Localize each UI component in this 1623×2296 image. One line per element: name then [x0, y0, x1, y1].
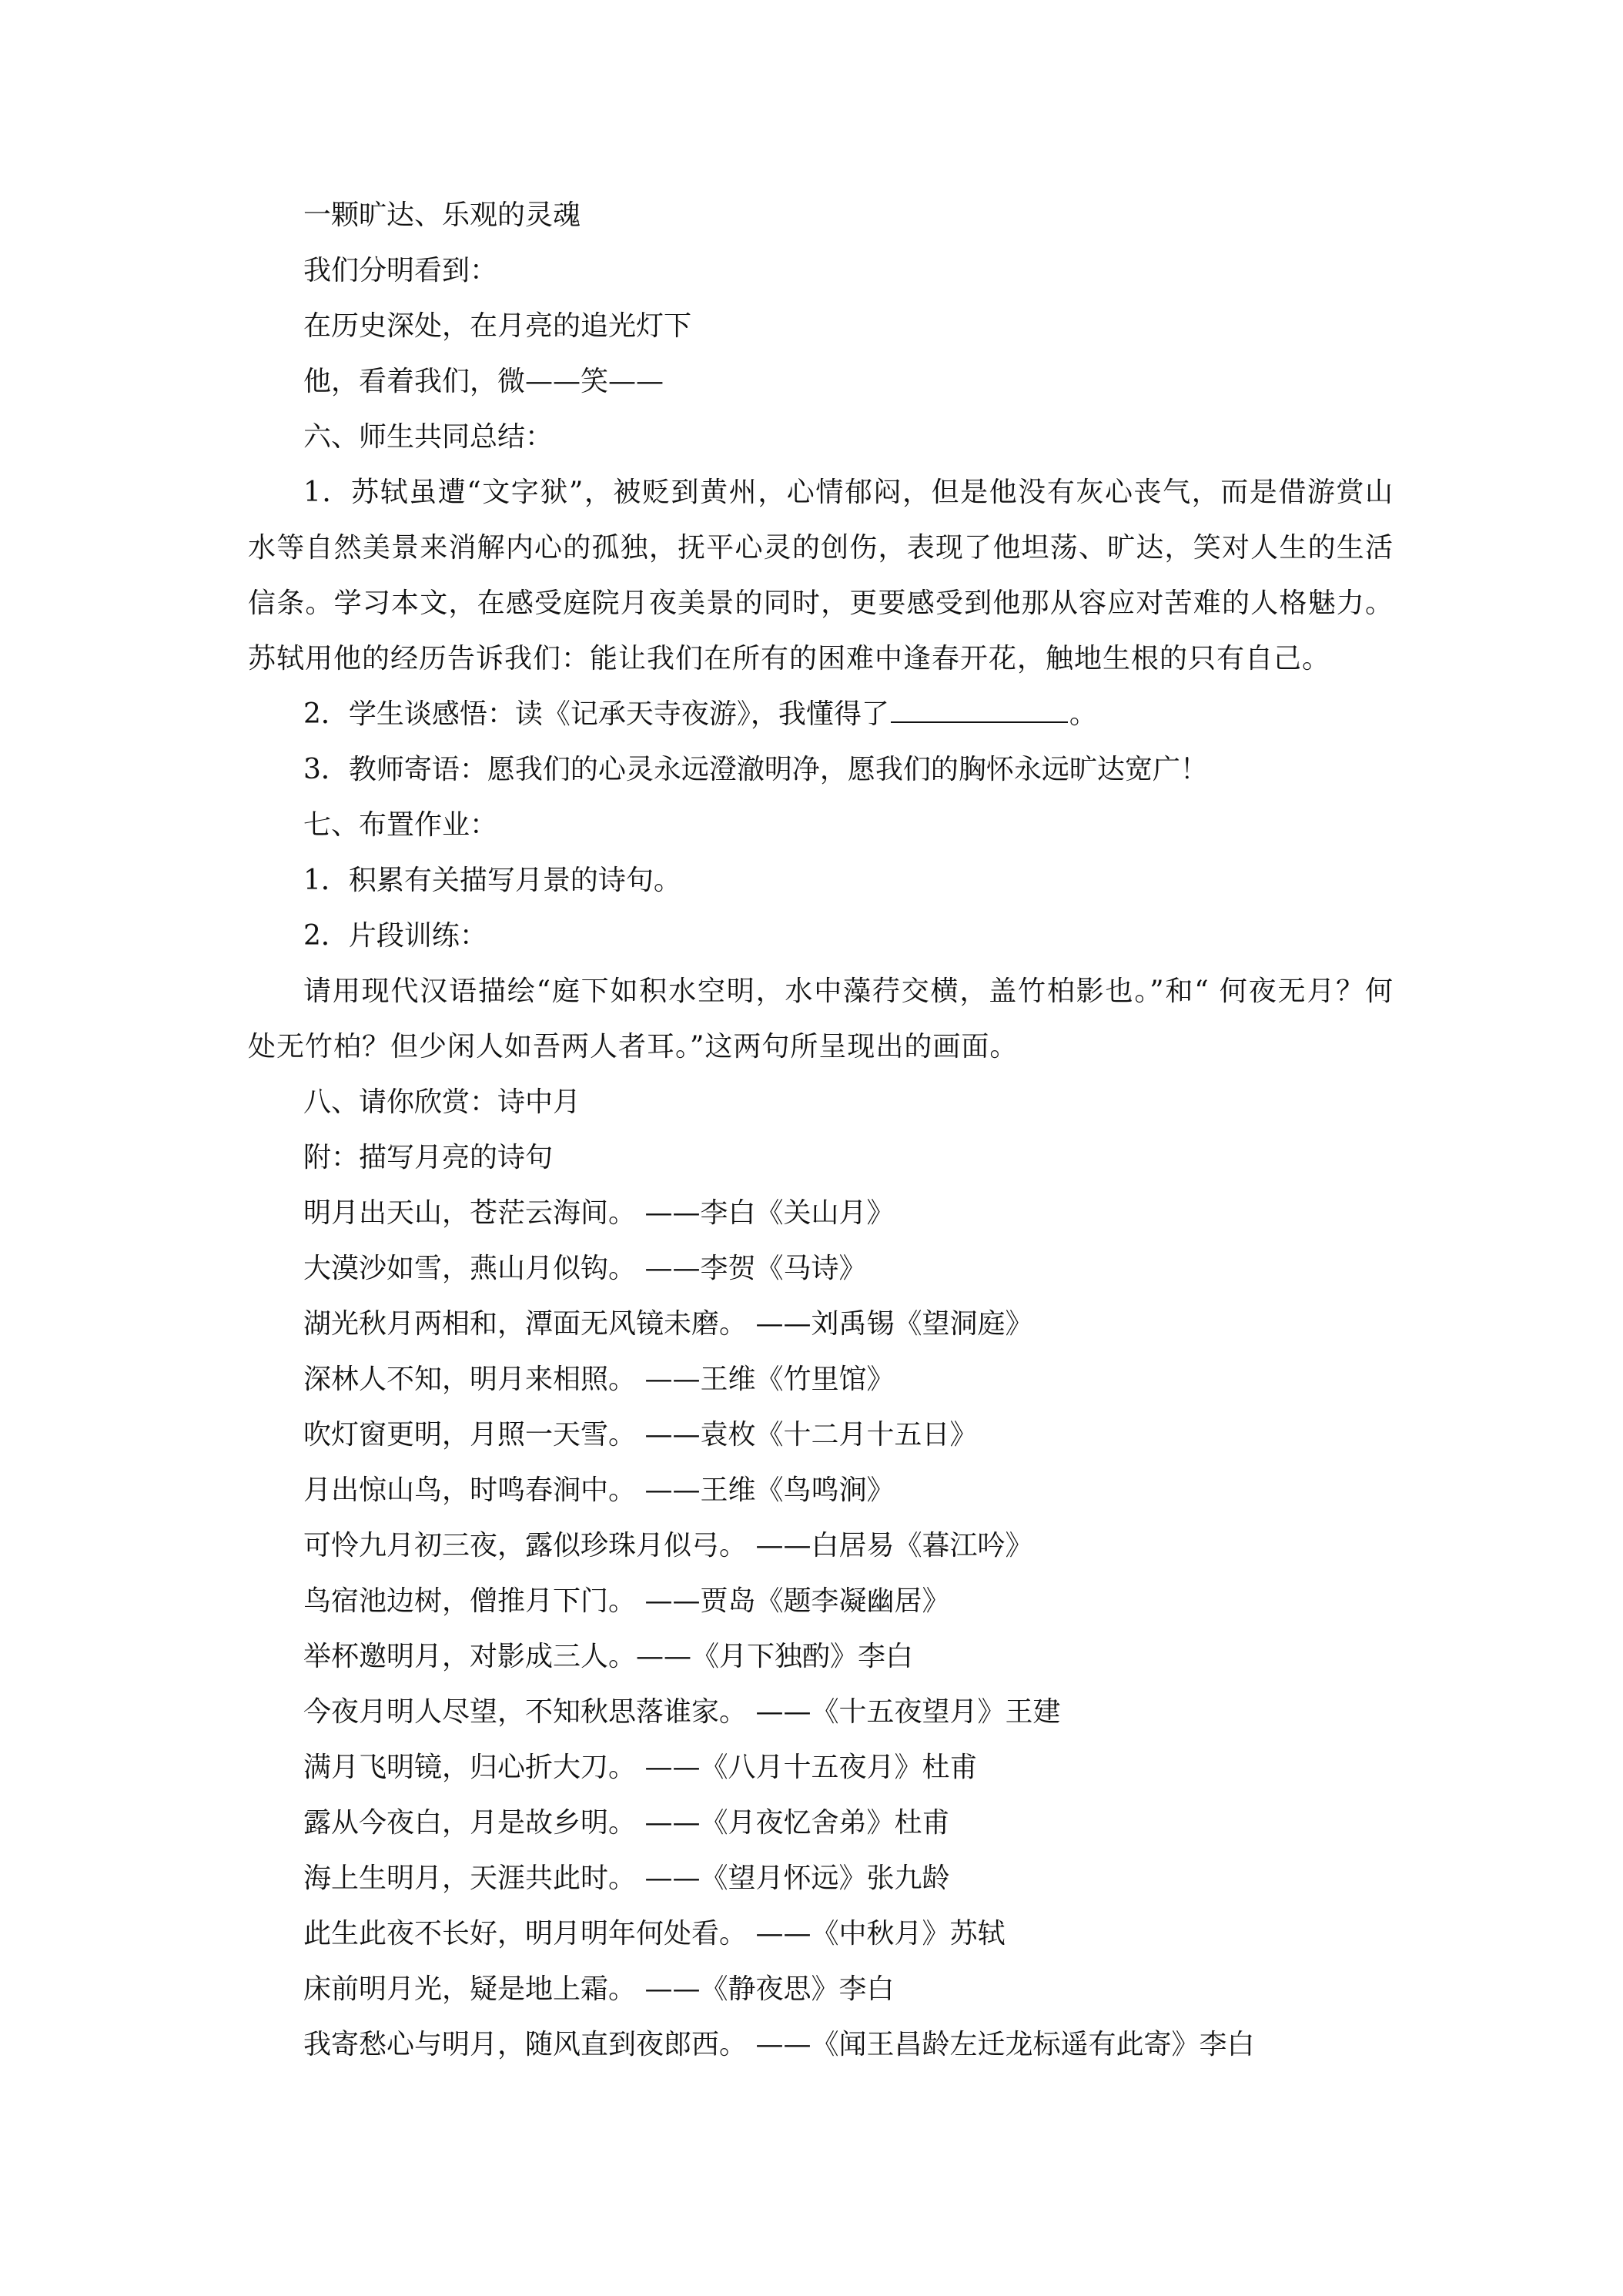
text-line: 他，看着我们，微——笑——: [303, 366, 664, 397]
poem-line: 满月飞明镜，归心折大刀。 ——《八月十五夜月》杜甫: [303, 1752, 978, 1783]
poem-line: 我寄愁心与明月，随风直到夜郎西。 ——《闻王昌龄左迁龙标遥有此寄》李白: [303, 2029, 1255, 2060]
homework-item-1: 1．积累有关描写月景的诗句。: [303, 865, 681, 896]
appendix-heading: 附：描写月亮的诗句: [303, 1142, 554, 1173]
poem-line: 吹灯窗更明，月照一天雪。 ——袁枚《十二月十五日》: [303, 1419, 978, 1451]
text-line: 在历史深处，在月亮的追光灯下: [303, 310, 692, 342]
poem-line: 今夜月明人尽望，不知秋思落谁家。 ——《十五夜望月》王建: [303, 1696, 1061, 1728]
poem-line: 大漠沙如雪，燕山月似钩。 ——李贺《马诗》: [303, 1253, 867, 1284]
poem-line: 鸟宿池边树，僧推月下门。 ——贾岛《题李凝幽居》: [303, 1585, 950, 1617]
section-heading-homework: 七、布置作业：: [303, 809, 498, 841]
poem-line: 举杯邀明月，对影成三人。——《月下独酌》李白: [303, 1641, 914, 1672]
poem-line: 露从今夜白，月是故乡明。 ——《月夜忆舍弟》杜甫: [303, 1807, 950, 1839]
homework-item-2: 2．片段训练：: [303, 920, 487, 952]
poem-line: 月出惊山鸟，时鸣春涧中。 ——王维《鸟鸣涧》: [303, 1474, 895, 1506]
poem-list: [248, 1186, 1394, 2073]
summary-paragraph-3: 3．教师寄语：愿我们的心灵永远澄澈明净，愿我们的胸怀永远旷达宽广！: [303, 754, 1208, 785]
text-line: 我们分明看到：: [303, 255, 498, 286]
poem-line: 可怜九月初三夜，露似珍珠月似弓。 ——白居易《暮江吟》: [303, 1530, 1033, 1561]
document-body: [248, 188, 1394, 2073]
poem-line: 明月出天山，苍茫云海间。 ——李白《关山月》: [303, 1197, 895, 1229]
poem-line: 床前明月光，疑是地上霜。 ——《静夜思》李白: [303, 1973, 895, 2005]
poem-line: 海上生明月，天涯共此时。 ——《望月怀远》张九龄: [303, 1863, 950, 1894]
summary-paragraph-2: [248, 687, 1394, 742]
fill-in-blank: [891, 695, 1068, 723]
text-line: 一颗旷达、乐观的灵魂: [303, 199, 581, 231]
poem-line: 深林人不知，明月来相照。 ——王维《竹里馆》: [303, 1364, 895, 1395]
poem-line: 此生此夜不长好，明月明年何处看。 ——《中秋月》苏轼: [303, 1918, 1006, 1950]
section-heading-appreciate: 八、请你欣赏：诗中月: [303, 1086, 581, 1118]
summary-paragraph-1: 1．苏轼虽遭“文字狱”，被贬到黄州，心情郁闷，但是他没有灰心丧气，而是借游赏山水等自然美景来消解内心的孤独，抚平心灵的创伤，表现了他坦荡、旷达，笑对人生的生活信条。学习本文，在感受庭院月夜美景的同时，更要感受到他那从容应对苦难的人格魅力。苏轼用他的经历告诉我们：能让我们在所有的困难中逢春开花，触地生根的只有自己。: [248, 477, 1394, 674]
poem-line: 湖光秋月两相和，潭面无风镜未磨。 ——刘禹锡《望洞庭》: [303, 1308, 1033, 1340]
summary-2-text: 2．学生谈感悟：读《记承天寺夜游》，我懂得了: [303, 698, 889, 730]
homework-item-2-detail: 请用现代汉语描绘“庭下如积水空明，水中藻荇交横，盖竹柏影也。”和“ 何夜无月？何处无竹柏？但少闲人如吾两人者耳。”这两句所呈现出的画面。: [248, 976, 1394, 1063]
summary-2-end: 。: [1069, 698, 1097, 730]
section-heading-summary: 六、师生共同总结：: [303, 421, 554, 453]
